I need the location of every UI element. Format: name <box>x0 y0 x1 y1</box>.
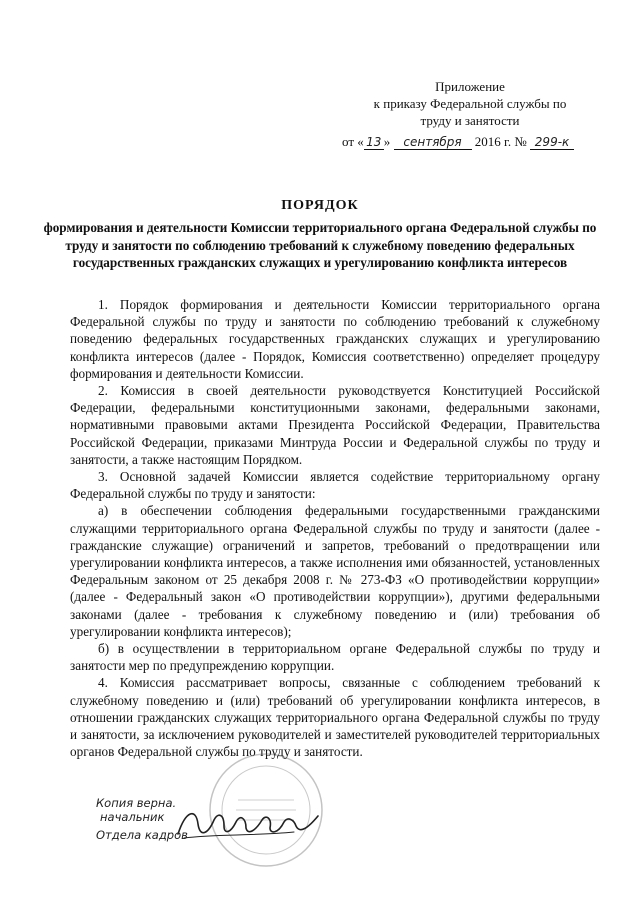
title-main: ПОРЯДОК <box>281 198 359 213</box>
appendix-line-3: труду и занятости <box>420 113 520 128</box>
document-title <box>40 197 600 272</box>
copy-note-line-2: начальник <box>100 810 165 824</box>
appendix-date-line <box>340 133 600 150</box>
paragraph-3: 3. Основной задачей Комиссии является содействие территориальному органу Федеральной службы по труду и занятости: <box>70 469 600 502</box>
appendix-header <box>340 78 600 150</box>
title-subtitle: формирования и деятельности Комиссии территориального органа Федеральной службы по труду и занятости по соблюдению требований к служебному поведению федеральных государственных гражданских служащих и урегулированию конфликта интересов <box>43 220 597 270</box>
copy-note-line-1: Копия верна. <box>96 796 177 810</box>
document-body <box>70 296 600 760</box>
paragraph-1: 1. Порядок формирования и деятельности Комиссии территориального органа Федеральной службы по труду и занятости по соблюдению требований к служебному поведению федеральных государственных гражданских служащих и урегулированию конфликта интересов (далее - Порядок, Комиссия соответственно) определяет процедуру формирования и деятельности Комиссии. <box>70 297 600 381</box>
paragraph-2: 2. Комиссия в своей деятельности руководствуется Конституцией Российской Федерации, федеральными конституционными законами, федеральными законами, нормативными правовыми актами Президента Российской Федерации, Правительства Российской Федерации, приказами Минтруда России и Федеральной службы по труду и занятости, а также настоящим Порядком. <box>70 383 600 467</box>
order-number: 299-к <box>530 136 574 150</box>
date-year: 2016 г. № <box>474 134 527 149</box>
copy-note-line-3: Отдела кадров <box>96 828 188 842</box>
date-mid: » <box>383 134 391 149</box>
appendix-line-1: Приложение <box>435 79 505 94</box>
date-month: сентября <box>394 136 472 150</box>
appendix-line-2: к приказу Федеральной службы по <box>373 96 567 111</box>
date-day: 13 <box>364 136 384 150</box>
handwritten-signature <box>174 804 324 842</box>
paragraph-3a: а) в обеспечении соблюдения федеральными государственными гражданскими служащими территориального органа Федеральной службы по труду и занятости (далее - гражданские служащие) ограничений и запретов, требований о предотвращении или урегулировании конфликта интересов, а также исполнения ими обязанностей, установленных Федеральным законом от 25 декабря 2008 г. № 273-ФЗ «О противодействии коррупции» (далее - Федеральный закон «О противодействии коррупции»), другими федеральными законами (далее - требования к служебному поведению и (или) требования об урегулировании конфликта интересов); <box>70 503 600 639</box>
certification-footer <box>96 796 616 896</box>
date-prefix: от « <box>342 134 364 149</box>
paragraph-4: 4. Комиссия рассматривает вопросы, связанные с соблюдением требований к служебному поведению и (или) требований об урегулировании конфликта интересов, в отношении гражданских служащих территориального органа Федеральной службы по труду и занятости, за исключением руководителей и заместителей руководителей территориальных органов Федеральной службы по труду и занятости. <box>70 675 600 760</box>
paragraph-3b: б) в осуществлении в территориальном органе Федеральной службы по труду и занятости мер по предупреждению коррупции. <box>70 641 600 674</box>
